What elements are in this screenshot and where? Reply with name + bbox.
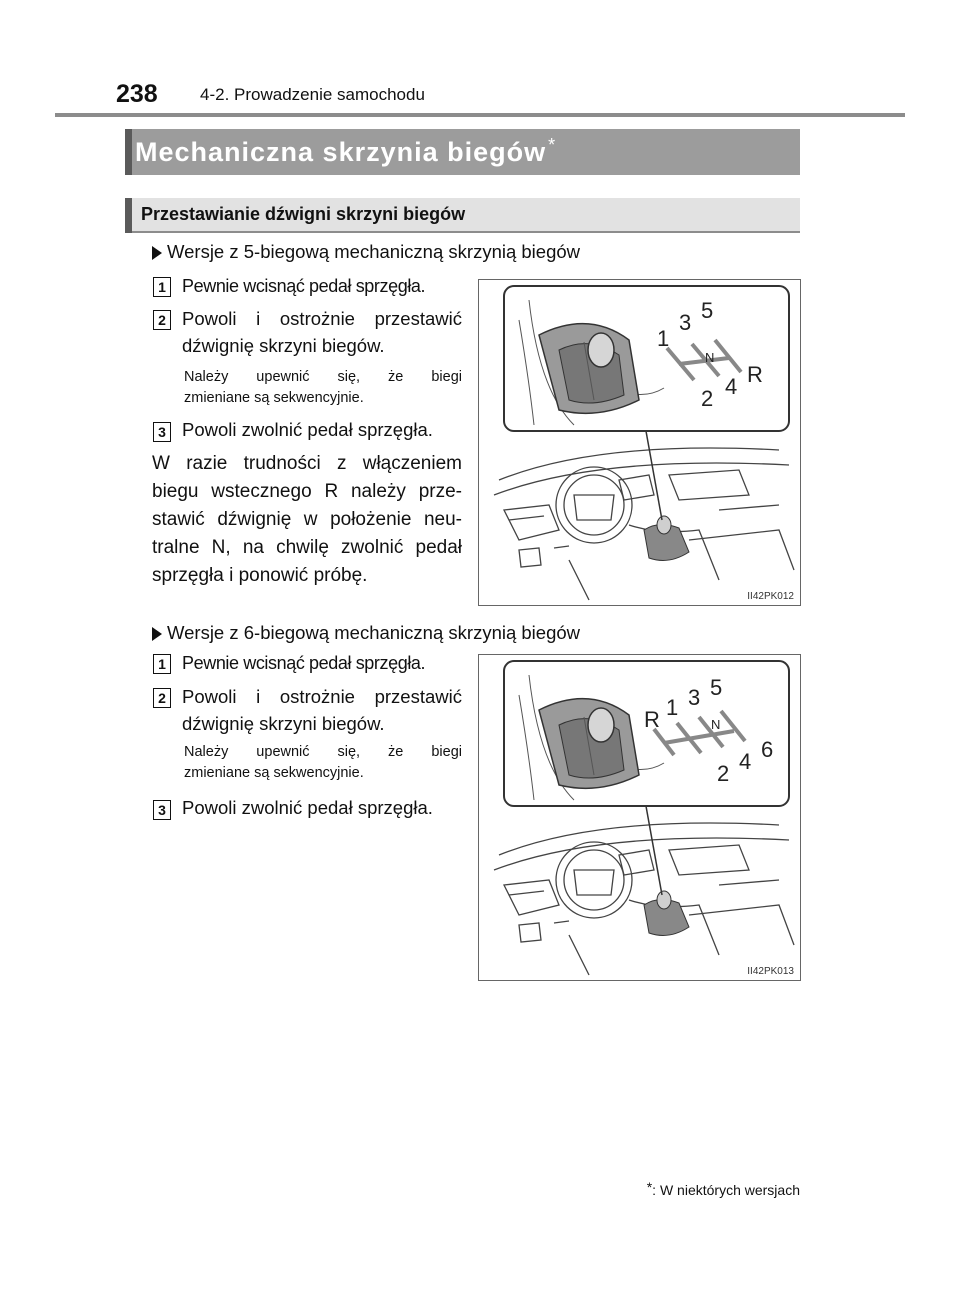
gear-label: R [644,707,660,732]
step-number: 3 [153,800,171,820]
triangle-bullet-icon [152,627,162,641]
step-text: Pewnie wcisnąć pedał sprzęgła. [182,276,426,296]
gear-label: 4 [739,749,752,774]
gear-label: R [747,362,763,387]
gear-label: 5 [701,298,714,323]
gear-label: 3 [688,685,701,710]
gearshift-drawing [479,655,800,980]
tip-line: tralne N, na chwilę zwolnić pedał [152,537,462,558]
gear-label: 1 [657,326,670,351]
version-title: Wersje z 5-biegową mechaniczną skrzynią biegów [167,241,581,262]
gear-label: 6 [761,737,774,762]
page-number: 238 [116,80,158,108]
gear-label: 2 [717,761,730,786]
step-number: 1 [153,654,171,674]
gear-label: 1 [666,695,679,720]
triangle-bullet-icon [152,246,162,260]
step-text: Pewnie wcisnąć pedał sprzęgła. [182,653,426,673]
gear-label: 4 [725,374,738,399]
tip-line: sprzęgła i ponowić próbę. [152,565,368,586]
step-text: Powoli zwolnić pedał sprzęgła. [182,419,433,440]
main-heading-text: Mechaniczna skrzynia biegów [135,137,547,167]
gear-label: N [705,350,715,365]
main-heading [135,135,556,168]
tip-line: biegu wstecznego R należy prze- [152,481,462,502]
gearshift-drawing [479,280,800,605]
subheading: Przestawianie dźwigni skrzyni biegów [141,204,466,224]
step-note: Należy upewnić się, że biegi [184,744,462,760]
step-number: 2 [153,310,171,330]
gearshift-illustration-5speed [478,279,801,606]
step-number: 2 [153,688,171,708]
asterisk-mark: * [548,135,557,155]
gear-label: 5 [710,675,723,700]
step-note: zmieniane są sekwencyjnie. [184,390,364,406]
tip-line: W razie trudności z włączeniem [152,453,462,474]
footnote-text: : W niektórych wersjach [652,1182,800,1198]
gear-label: 2 [701,386,714,411]
step-text: dźwignię skrzyni biegów. [182,713,385,734]
step-text: Powoli zwolnić pedał sprzęgła. [182,797,433,818]
footnote [647,1179,800,1198]
step-note: zmieniane są sekwencyjnie. [184,765,364,781]
section-title: 4-2. Prowadzenie samochodu [200,85,425,104]
asterisk-mark: * [646,1179,653,1195]
step-number: 3 [153,422,171,442]
step-number: 1 [153,277,171,297]
gear-label: 3 [679,310,692,335]
subheading-bar [125,198,800,233]
figure-code: II42PK012 [747,591,794,602]
version-title: Wersje z 6-biegową mechaniczną skrzynią biegów [167,622,581,643]
header-rule [55,113,905,117]
tip-line: stawić dźwignię w położenie neu- [152,509,462,530]
gear-label: N [711,717,721,732]
main-heading-bar [125,129,800,175]
step-text: dźwignię skrzyni biegów. [182,335,385,356]
gearshift-illustration-6speed [478,654,801,981]
step-note: Należy upewnić się, że biegi [184,369,462,385]
step-text: Powoli i ostrożnie przestawić [182,308,462,329]
step-text: Powoli i ostrożnie przestawić [182,686,462,707]
figure-code: II42PK013 [747,966,794,977]
